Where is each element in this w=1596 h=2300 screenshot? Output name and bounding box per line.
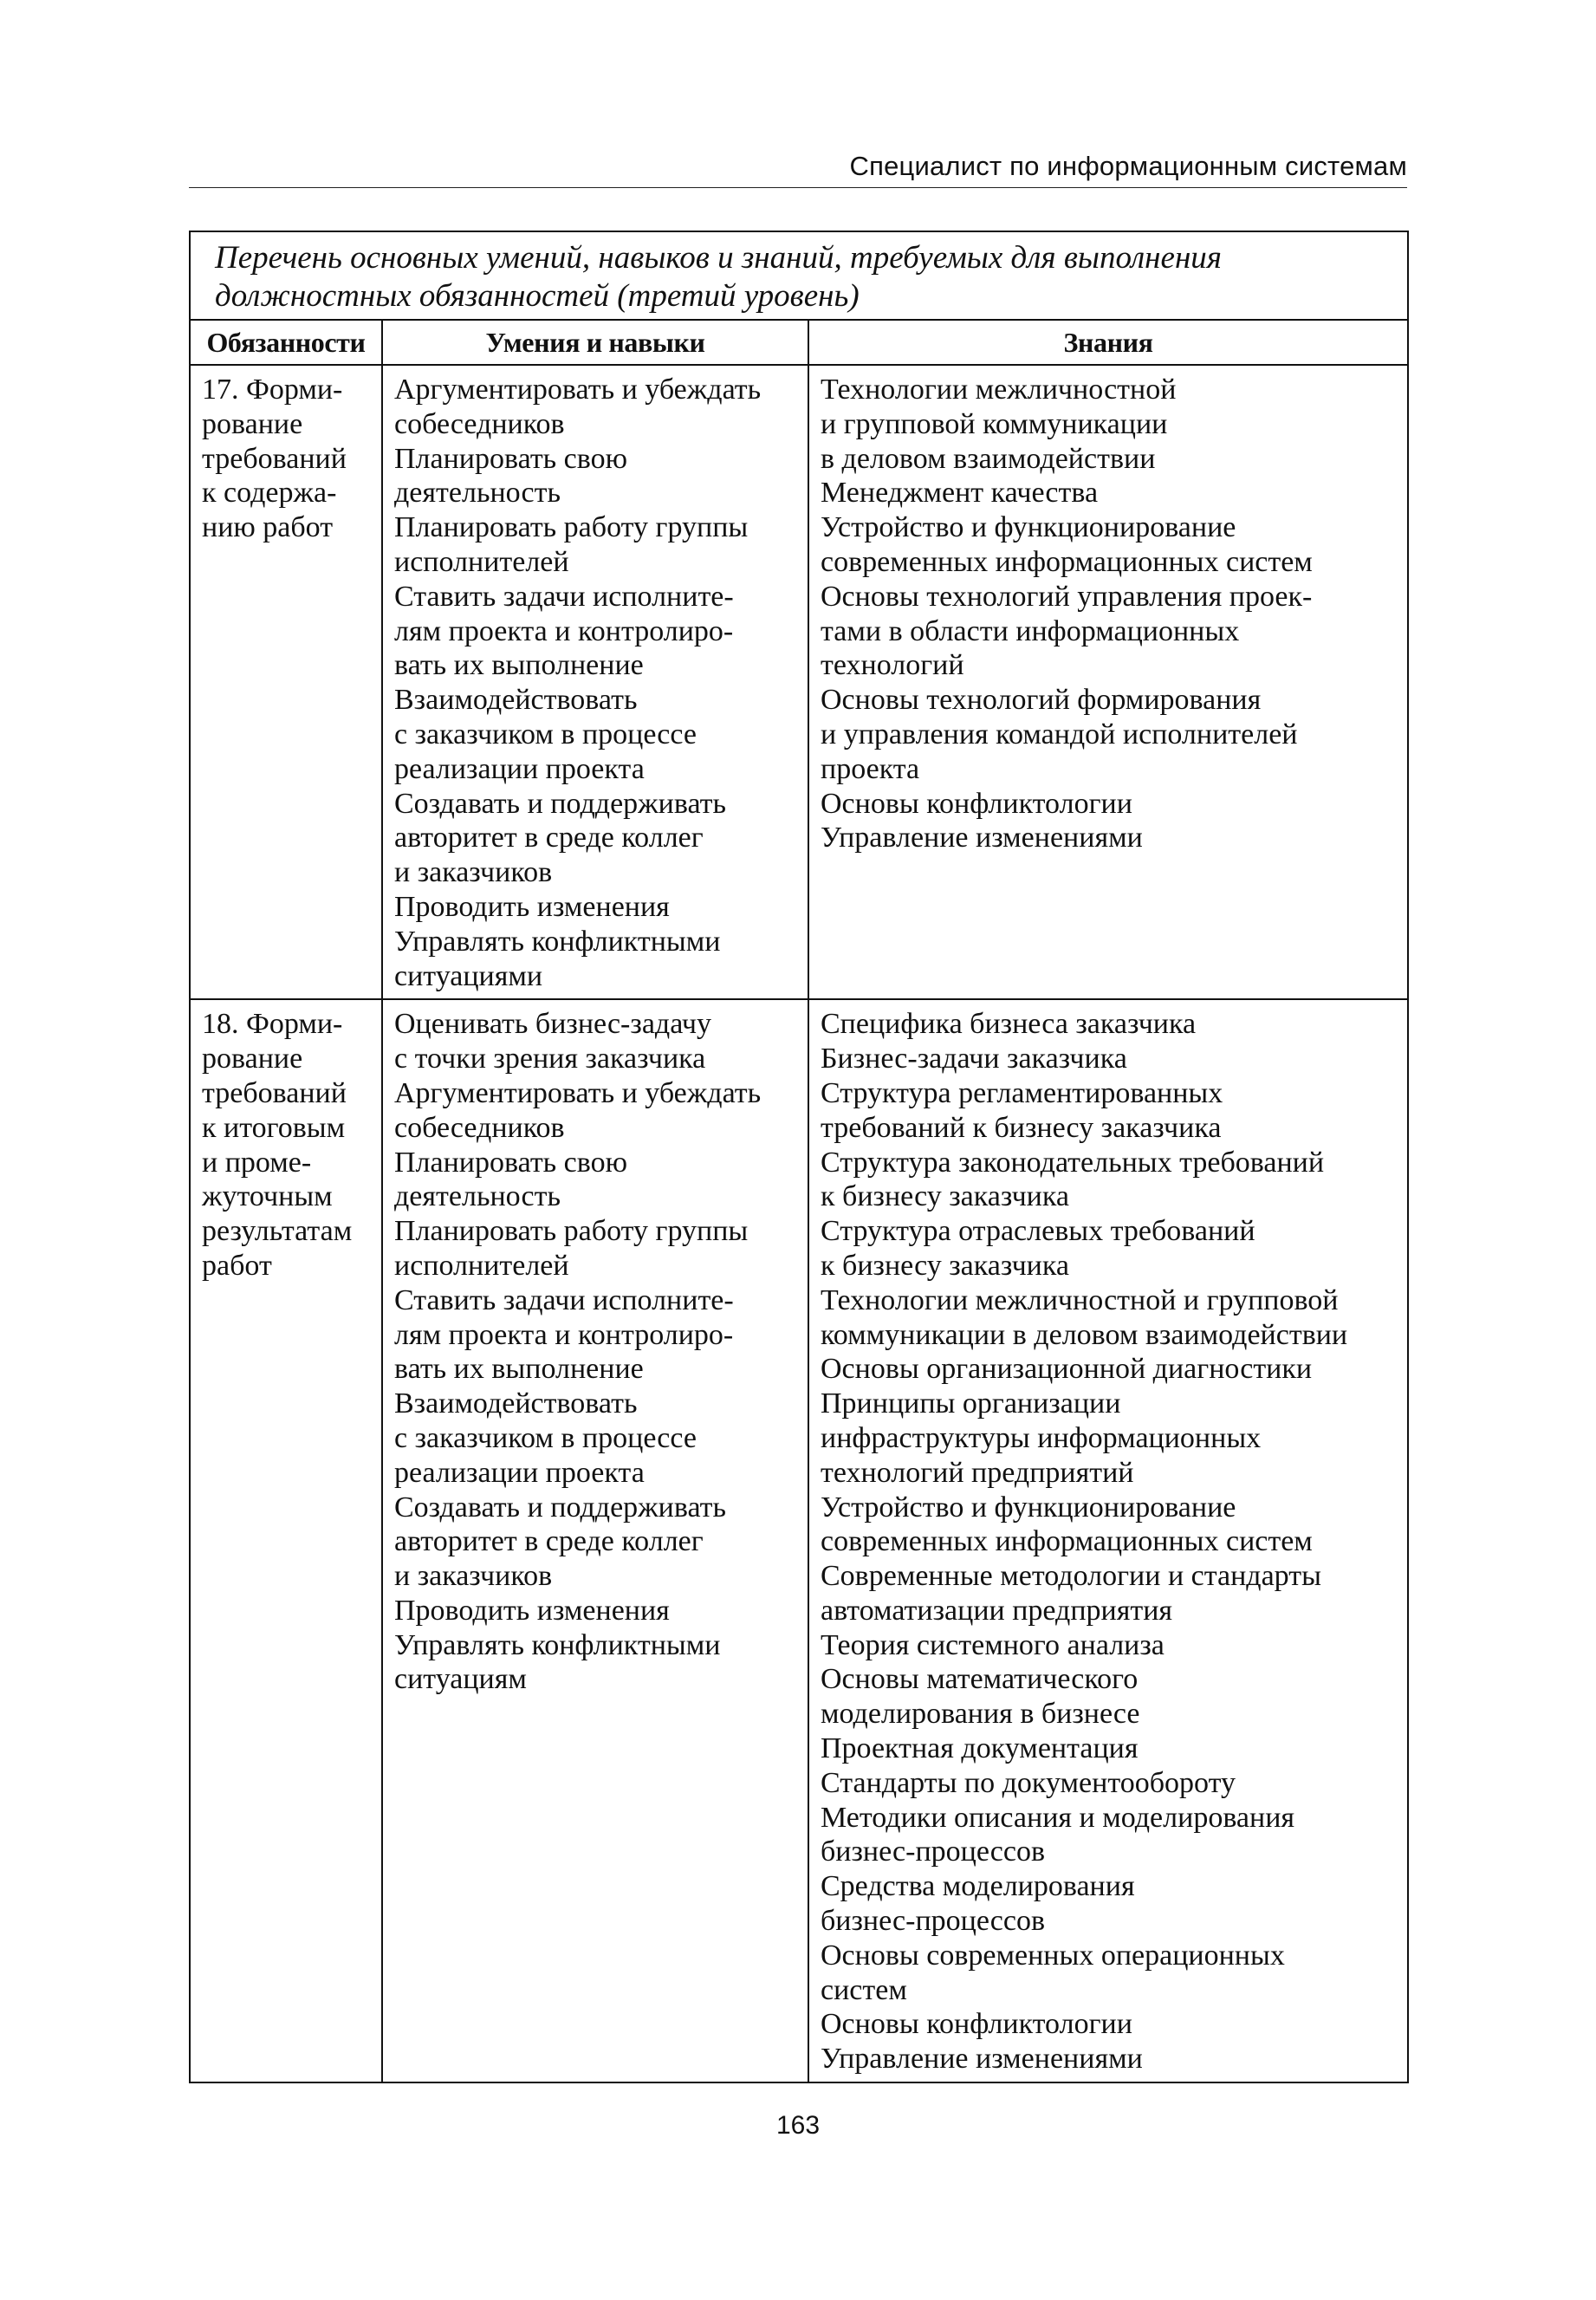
knowledge-line: Принципы организации xyxy=(821,1387,1121,1420)
duty-line: 18. Форми- xyxy=(202,1008,343,1041)
knowledge-line: систем xyxy=(821,1973,907,2006)
knowledge-line: Специфика бизнеса заказчика xyxy=(821,1008,1197,1041)
duty-cell xyxy=(190,999,382,2082)
knowledge-line: Средства моделирования xyxy=(821,1870,1135,1903)
duty-line: жуточным xyxy=(202,1180,333,1213)
knowledge-line: бизнес-процессов xyxy=(821,1905,1046,1938)
skill-line: Взаимодействовать xyxy=(394,1387,638,1420)
skill-line: Аргументировать и убеждать xyxy=(394,374,762,406)
skill-line: собеседников xyxy=(394,1111,565,1144)
knowledge-line: Основы современных операционных xyxy=(821,1939,1285,1972)
skill-line: и заказчиков xyxy=(394,1560,553,1593)
skill-line: Планировать свою xyxy=(394,442,627,475)
knowledge-line: современных информационных систем xyxy=(821,545,1313,578)
knowledge-line: Современные методологии и стандарты xyxy=(821,1560,1321,1593)
skill-line: деятельность xyxy=(394,477,561,510)
skill-line: лям проекта и контролиро- xyxy=(394,614,734,647)
skill-line: исполнителей xyxy=(394,545,569,578)
skill-line: Оценивать бизнес-задачу xyxy=(394,1008,712,1041)
knowledge-line: проекта xyxy=(821,752,920,785)
duty-line: к итоговым xyxy=(202,1111,346,1144)
skill-line: исполнителей xyxy=(394,1249,569,1282)
duty-line: работ xyxy=(202,1249,272,1282)
column-header-skills: Умения и навыки xyxy=(382,320,808,365)
table-body xyxy=(190,365,1408,2082)
skill-line: и заказчиков xyxy=(394,856,553,889)
knowledge-line: Основы технологий формирования xyxy=(821,684,1262,717)
knowledge-line: моделирования в бизнесе xyxy=(821,1698,1140,1731)
skill-line: Планировать свою xyxy=(394,1146,627,1179)
knowledge-line: Основы математического xyxy=(821,1663,1139,1696)
skill-line: Создавать и поддерживать xyxy=(394,787,727,820)
duty-line: рование xyxy=(202,407,303,440)
skill-line: Ставить задачи исполните- xyxy=(394,580,734,613)
knowledge-line: Управление изменениями xyxy=(821,2043,1143,2076)
skill-line: Проводить изменения xyxy=(394,1594,670,1627)
knowledge-line: и групповой коммуникации xyxy=(821,407,1168,440)
skills-cell xyxy=(382,365,808,999)
table-caption-row xyxy=(190,231,1408,320)
skill-line: ситуациям xyxy=(394,1663,527,1696)
column-header-duties: Обязанности xyxy=(190,320,382,365)
column-header-knowledge: Знания xyxy=(808,320,1408,365)
knowledge-line: Основы организационной диагностики xyxy=(821,1353,1313,1386)
skill-line: реализации проекта xyxy=(394,1456,645,1489)
page-number: 163 xyxy=(775,2111,821,2140)
skill-line: Планировать работу группы xyxy=(394,1215,749,1248)
duty-line: к содержа- xyxy=(202,477,337,510)
knowledge-line: Основы конфликтологии xyxy=(821,2008,1132,2041)
skill-line: Проводить изменения xyxy=(394,890,670,923)
knowledge-line: Теория системного анализа xyxy=(821,1628,1165,1661)
duty-line: нию работ xyxy=(202,511,334,544)
skill-line: собеседников xyxy=(394,407,565,440)
knowledge-cell xyxy=(808,365,1408,999)
skill-line: Создавать и поддерживать xyxy=(394,1491,727,1524)
knowledge-line: Менеджмент качества xyxy=(821,477,1099,510)
knowledge-line: технологий xyxy=(821,649,964,682)
knowledge-line: Основы конфликтологии xyxy=(821,787,1132,820)
caption-line: Перечень основных умений, навыков и знаний, требуемых для выполнения xyxy=(215,240,1222,276)
skill-line: авторитет в среде коллег xyxy=(394,1525,704,1558)
skill-line: вать их выполнение xyxy=(394,649,644,682)
knowledge-line: и управления командой исполнителей xyxy=(821,718,1298,750)
skill-line: Планировать работу группы xyxy=(394,511,749,544)
knowledge-line: Устройство и функционирование xyxy=(821,1491,1236,1524)
knowledge-line: к бизнесу заказчика xyxy=(821,1180,1069,1213)
duty-line: и проме- xyxy=(202,1146,312,1179)
knowledge-line: коммуникации в деловом взаимодействии xyxy=(821,1318,1348,1351)
skill-line: с заказчиком в процессе xyxy=(394,718,697,750)
running-head: Специалист по информационным системам xyxy=(849,151,1407,181)
knowledge-line: Структура регламентированных xyxy=(821,1076,1223,1109)
skill-line: авторитет в среде коллег xyxy=(394,822,704,854)
knowledge-cell xyxy=(808,999,1408,2082)
skill-line: реализации проекта xyxy=(394,752,645,785)
skill-line: с заказчиком в процессе xyxy=(394,1421,697,1454)
table-row xyxy=(190,365,1408,999)
header-rule xyxy=(189,187,1407,188)
knowledge-line: Стандарты по документообороту xyxy=(821,1766,1236,1799)
skill-line: лям проекта и контролиро- xyxy=(394,1318,734,1351)
duty-line: требований xyxy=(202,442,347,475)
skill-line: Взаимодействовать xyxy=(394,684,638,717)
knowledge-line: Бизнес-задачи заказчика xyxy=(821,1043,1127,1075)
knowledge-line: Основы технологий управления проек- xyxy=(821,580,1313,613)
knowledge-line: требований к бизнесу заказчика xyxy=(821,1111,1222,1144)
knowledge-line: бизнес-процессов xyxy=(821,1835,1046,1868)
knowledge-line: инфраструктуры информационных xyxy=(821,1421,1262,1454)
knowledge-line: современных информационных систем xyxy=(821,1525,1313,1558)
duty-line: результатам xyxy=(202,1215,353,1248)
knowledge-line: Методики описания и моделирования xyxy=(821,1801,1295,1834)
knowledge-line: Технологии межличностной xyxy=(821,374,1177,406)
knowledge-line: Структура отраслевых требований xyxy=(821,1215,1255,1248)
duty-cell xyxy=(190,365,382,999)
table-caption xyxy=(190,231,1408,320)
skill-line: Управлять конфликтными xyxy=(394,1628,721,1661)
duty-line: 17. Форми- xyxy=(202,374,343,406)
skill-line: с точки зрения заказчика xyxy=(394,1043,706,1075)
caption-line: должностных обязанностей (третий уровень) xyxy=(215,278,860,314)
knowledge-line: технологий предприятий xyxy=(821,1456,1134,1489)
knowledge-line: тами в области информационных xyxy=(821,614,1240,647)
skills-cell xyxy=(382,999,808,2082)
knowledge-line: к бизнесу заказчика xyxy=(821,1249,1069,1282)
knowledge-line: автоматизации предприятия xyxy=(821,1594,1173,1627)
skill-line: Аргументировать и убеждать xyxy=(394,1076,762,1109)
skill-line: Управлять конфликтными xyxy=(394,925,721,958)
duties-table-container xyxy=(189,231,1407,2083)
knowledge-line: Технологии межличностной и групповой xyxy=(821,1283,1339,1316)
skill-line: Ставить задачи исполните- xyxy=(394,1283,734,1316)
skill-line: ситуациями xyxy=(394,959,543,992)
duties-table xyxy=(189,231,1409,2083)
knowledge-line: Устройство и функционирование xyxy=(821,511,1236,544)
knowledge-line: Проектная документация xyxy=(821,1732,1139,1765)
table-row xyxy=(190,999,1408,2082)
table-header-row xyxy=(190,320,1408,365)
skill-line: деятельность xyxy=(394,1180,561,1213)
knowledge-line: в деловом взаимодействии xyxy=(821,442,1156,475)
knowledge-line: Структура законодательных требований xyxy=(821,1146,1325,1179)
skill-line: вать их выполнение xyxy=(394,1353,644,1386)
knowledge-line: Управление изменениями xyxy=(821,822,1143,854)
duty-line: рование xyxy=(202,1043,303,1075)
duty-line: требований xyxy=(202,1076,347,1109)
